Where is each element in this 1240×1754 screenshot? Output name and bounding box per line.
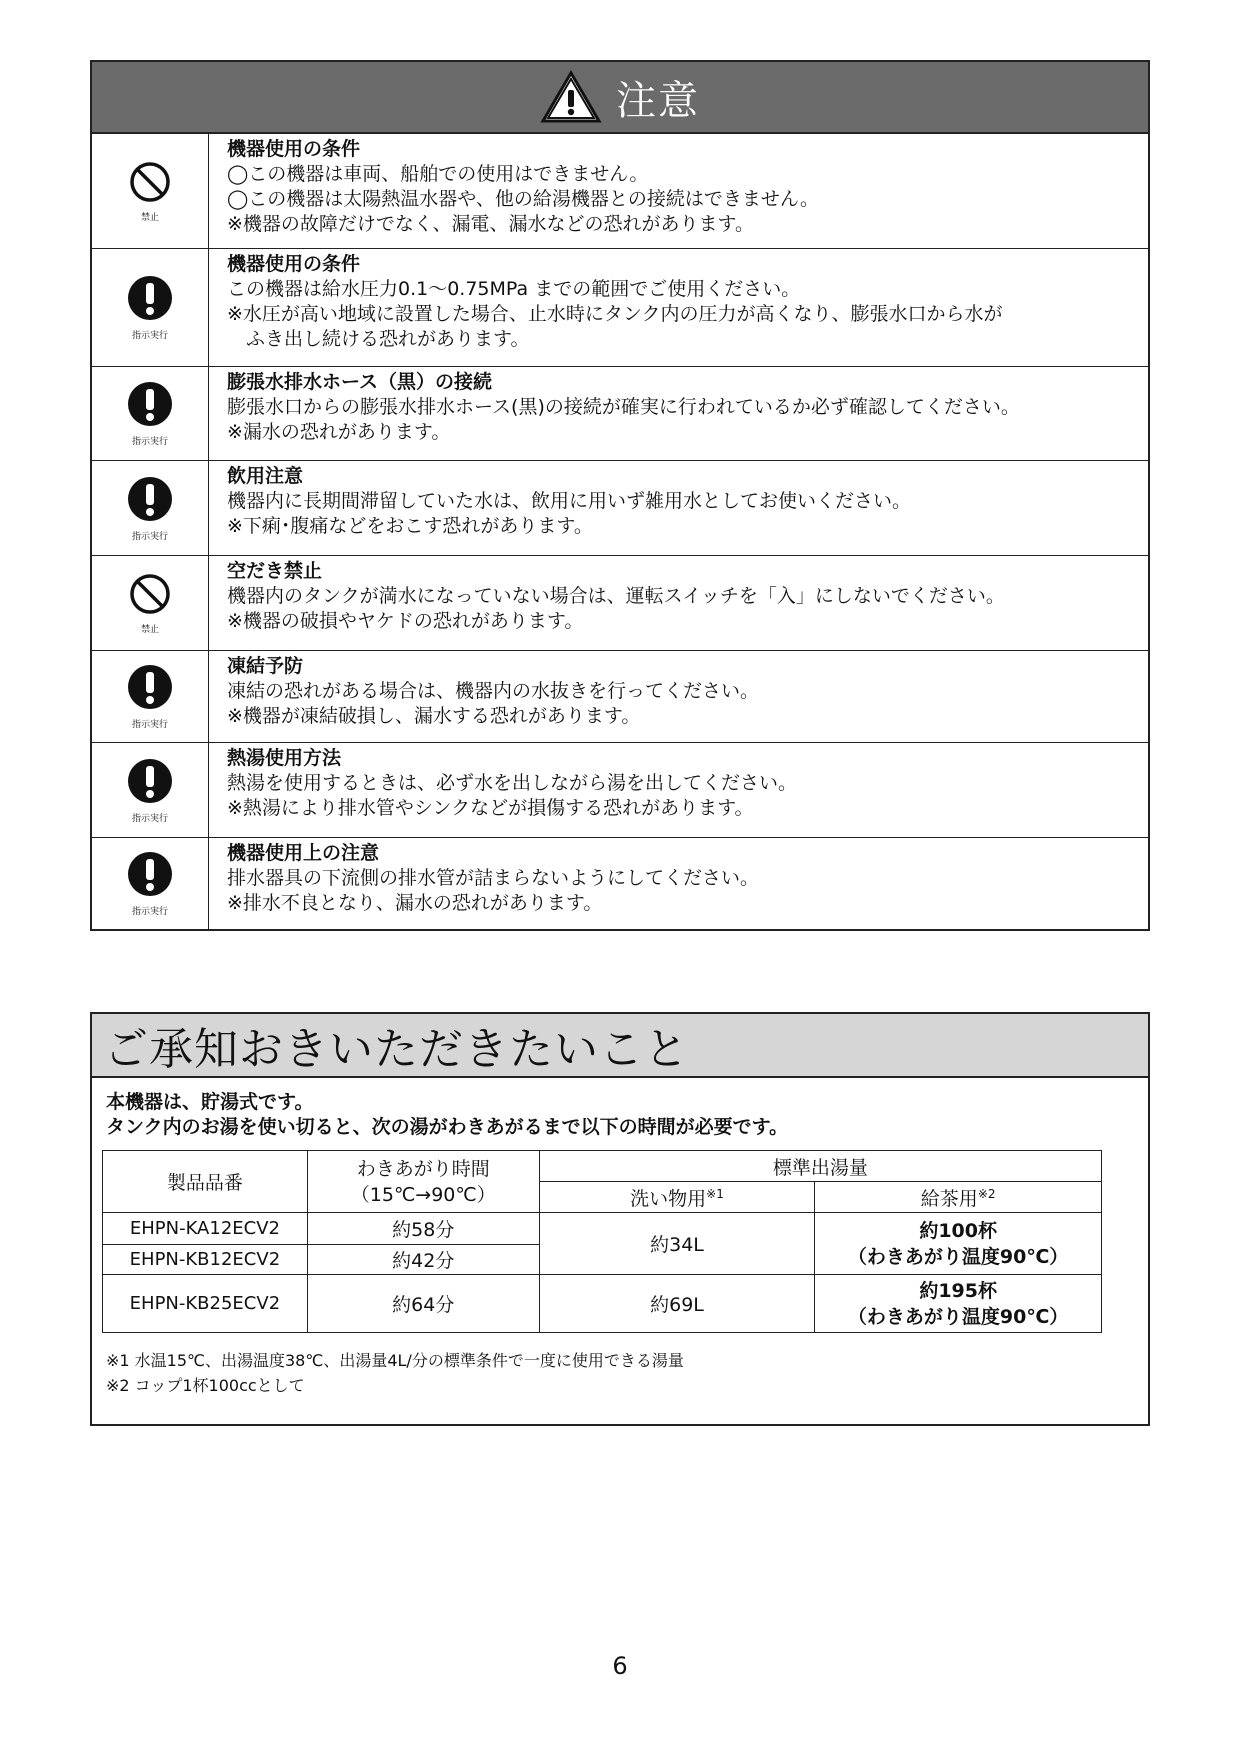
icon-label: 指示実行 [131,720,168,730]
icon-label: 禁止 [140,624,159,635]
warning-triangle-icon [540,70,602,124]
caution-text-cell [209,367,1148,460]
caution-text-cell [209,461,1148,555]
caution-header [92,62,1148,134]
tea-cell: 約100杯 （わきあがり温度90℃） [815,1213,1102,1275]
icon-label: 指示実行 [131,331,168,341]
wash-cell: 約34L [539,1213,815,1275]
caution-title: 注意 [616,77,700,124]
caution-line: 熱湯を使用するときは、必ず水を出しながら湯を出してください。 [227,772,798,794]
caution-line: ◯この機器は車両、船舶での使用はできません。 [227,163,649,185]
caution-line: 凍結の恐れがある場合は、機器内の水抜きを行ってください。 [227,680,760,702]
caution-heading: 機器使用上の注意 [227,842,380,864]
spec-table [102,1150,1102,1333]
table-row [103,1275,1102,1333]
caution-heading: 凍結予防 [227,655,304,677]
caution-text-cell [209,134,1148,248]
prohibition-icon [128,160,172,208]
caution-row [92,555,1148,650]
header-output: 標準出湯量 [539,1151,1101,1182]
wash-cell: 約69L [539,1275,815,1333]
caution-text-cell [209,556,1148,650]
caution-list [92,134,1148,929]
caution-text-cell [209,249,1148,366]
caution-line: ※熱湯により排水管やシンクなどが損傷する恐れがあります。 [227,797,754,819]
caution-row [92,650,1148,742]
caution-line: 膨張水口からの膨張水排水ホース(黒)の接続が確実に行われているか必ず確認してください。 [227,396,1020,418]
caution-icon-cell [92,556,209,650]
prohibition-icon [128,572,172,620]
caution-line: ※機器が凍結破損し、漏水する恐れがあります。 [227,705,641,727]
model-cell: EHPN-KB25ECV2 [103,1275,308,1333]
icon-label: 指示実行 [131,907,168,917]
header-model: 製品品番 [103,1151,308,1213]
caution-icon-cell [92,249,209,366]
caution-line: ※機器の破損やヤケドの恐れがあります。 [227,610,584,632]
notice-title: ご承知おきいただきたいこと [104,1024,689,1075]
mandatory-icon [126,380,174,432]
caution-heading: 空だき禁止 [227,560,323,582]
footnote: ※2 コップ1杯100ccとして [106,1376,305,1395]
caution-icon-cell [92,838,209,929]
mandatory-icon [126,850,174,902]
caution-heading: 膨張水排水ホース（黒）の接続 [227,371,493,393]
caution-line: ※下痢･腹痛などをおこす恐れがあります。 [227,515,593,537]
caution-row [92,134,1148,248]
caution-icon-cell [92,367,209,460]
intro-line: タンク内のお湯を使い切ると、次の湯がわきあがるまで以下の時間が必要です。 [106,1116,789,1138]
table-row [103,1213,1102,1245]
header-heat-time: わきあがり時間 （15℃→90℃） [307,1151,539,1213]
notice-intro [92,1078,1148,1140]
caution-heading: 機器使用の条件 [227,138,361,160]
caution-heading: 熱湯使用方法 [227,747,342,769]
model-cell: EHPN-KA12ECV2 [103,1213,308,1245]
time-cell: 約64分 [307,1275,539,1333]
notice-box [90,1012,1150,1426]
header-tea: 給茶用$^{※2}$ [815,1182,1102,1213]
caution-line: ※水圧が高い地域に設置した場合、止水時にタンク内の圧力が高くなり、膨張水口から水が [227,303,1003,325]
mandatory-icon [126,757,174,809]
icon-label: 指示実行 [131,813,168,824]
icon-label: 禁止 [140,212,159,223]
time-cell: 約58分 [307,1213,539,1245]
caution-row [92,366,1148,460]
caution-line: ふき出し続ける恐れがあります。 [227,328,530,350]
caution-icon-cell [92,461,209,555]
caution-line: ◯この機器は太陽熱温水器や、他の給湯機器との接続はできません。 [227,188,820,210]
caution-icon-cell [92,651,209,742]
caution-line: 排水器具の下流側の排水管が詰まらないようにしてください。 [227,867,760,889]
caution-text-cell [209,651,1148,742]
mandatory-icon [126,274,174,326]
icon-label: 指示実行 [131,531,168,542]
page-number: 6 [612,1652,628,1680]
caution-line: ※排水不良となり、漏水の恐れがあります。 [227,892,603,914]
footnote: ※1 水温15℃、出湯温度38℃、出湯量4L/分の標準条件で一度に使用できる湯量 [106,1351,684,1370]
caution-line: ※機器の故障だけでなく、漏電、漏水などの恐れがあります。 [227,213,755,235]
caution-row [92,837,1148,929]
mandatory-icon [126,475,174,527]
tea-cell: 約195杯 （わきあがり温度90℃） [815,1275,1102,1333]
time-cell: 約42分 [307,1245,539,1275]
mandatory-icon [126,663,174,715]
caution-row [92,460,1148,555]
caution-row [92,742,1148,837]
caution-row [92,248,1148,366]
caution-text-cell [209,838,1148,929]
icon-label: 指示実行 [131,437,168,447]
caution-icon-cell [92,743,209,837]
caution-text-cell [209,743,1148,837]
caution-box [90,60,1150,931]
header-wash: 洗い物用$^{※1}$ [539,1182,815,1213]
notice-header [92,1014,1148,1078]
caution-icon-cell [92,134,209,248]
intro-line: 本機器は、貯湯式です。 [106,1091,314,1113]
caution-line: ※漏水の恐れがあります。 [227,421,451,443]
footnotes [106,1348,684,1398]
caution-heading: 機器使用の条件 [227,253,361,275]
caution-line: 機器内に長期間滞留していた水は、飲用に用いず雑用水としてお使いください。 [227,490,912,512]
model-cell: EHPN-KB12ECV2 [103,1245,308,1275]
caution-line: この機器は給水圧力0.1〜0.75MPa までの範囲でご使用ください。 [227,278,801,300]
caution-line: 機器内のタンクが満水になっていない場合は、運転スイッチを「入」にしないでください。 [227,585,1005,607]
caution-heading: 飲用注意 [227,465,304,487]
